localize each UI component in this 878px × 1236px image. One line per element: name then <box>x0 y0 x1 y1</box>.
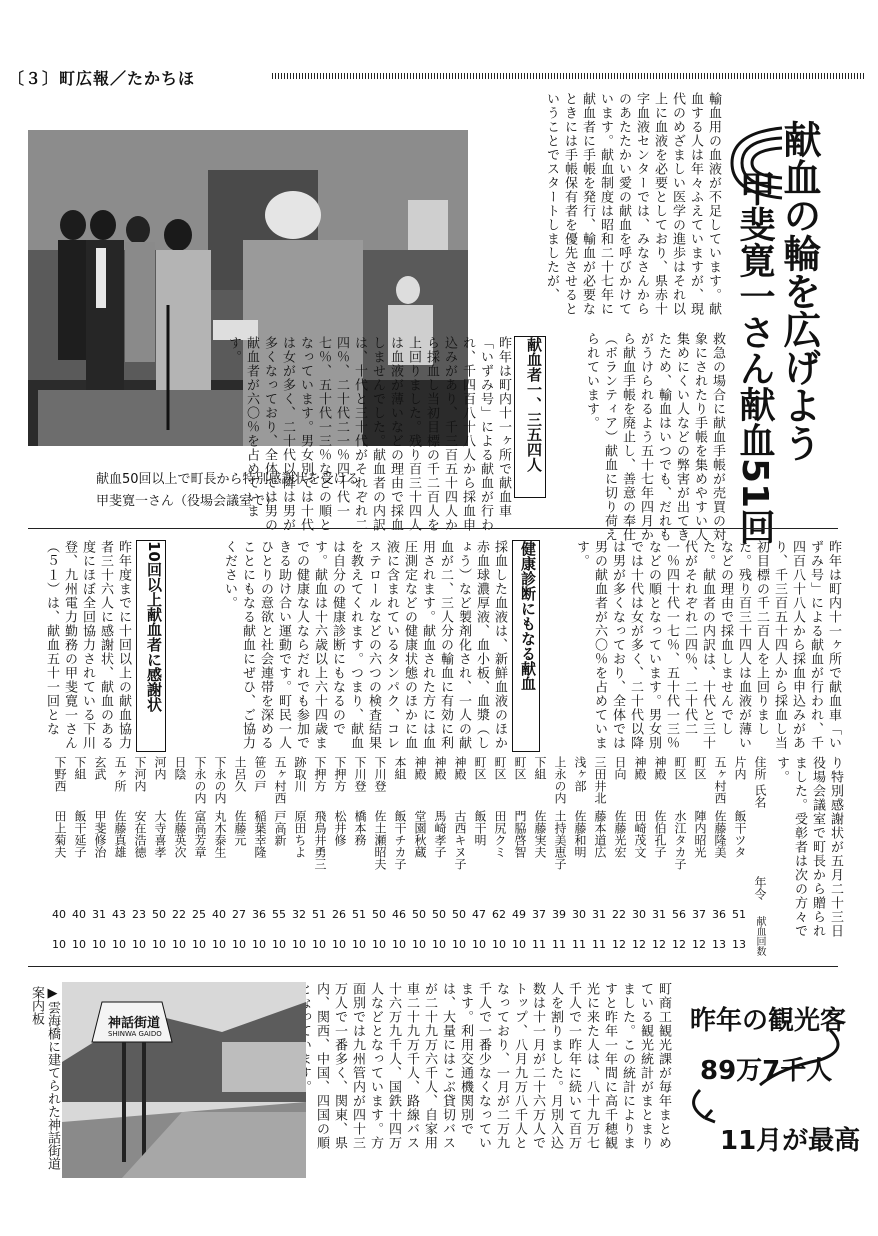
awardee-age: 51 <box>352 908 366 921</box>
awardee-count: 10 <box>372 938 386 951</box>
awardee-address: 三田井北 <box>593 756 607 804</box>
award-header-age: 年令 <box>753 876 767 900</box>
awardee-count: 10 <box>492 938 506 951</box>
awardee-name: 佐藤英次 <box>173 810 187 858</box>
awardee-address: 土呂久 <box>233 756 247 792</box>
awardee-age: 51 <box>732 908 746 921</box>
awardee-age: 25 <box>192 908 206 921</box>
awardee-name: 田尻クミ <box>493 810 507 858</box>
awardee-name: 古西キヌ子 <box>453 810 467 870</box>
page-header: 〔３〕町広報／たかちほ <box>8 69 196 88</box>
awardee-name: 飯干チカ子 <box>393 810 407 870</box>
award-header-name: 氏名 <box>753 784 767 808</box>
award-header-addr: 住所 <box>753 756 767 780</box>
photo-caption-2: 甲斐寛一さん（役場会議室で） <box>96 494 279 509</box>
awardee-address: 下野西 <box>53 756 67 792</box>
subheading-health: 健康診断にもなる献血 <box>512 540 540 752</box>
awardee-count: 11 <box>592 938 606 951</box>
awardee-count: 12 <box>692 938 706 951</box>
awardee-count: 10 <box>252 938 266 951</box>
sign-photo-caption: ▶雲海橋に建てられた神話街道案内板 <box>29 986 60 1170</box>
awardee-age: 26 <box>332 908 346 921</box>
subheading-certificate-body: 昨年度までに十回以上の献血協力者三十六人に感謝状、献血のある度にほぼ全回協力されている下川登、九州電力勤務の甲斐寛一さん（５１）は、献血五十一回とな <box>44 540 131 750</box>
awardee-count: 12 <box>632 938 646 951</box>
awardee-name: 土持美恵子 <box>553 810 567 870</box>
awardee-name: 佐藤元 <box>233 810 247 846</box>
awardee-count: 12 <box>612 938 626 951</box>
donor-stats-text: 昨年は町内十一ヶ所で献血車「いずみ号」による献血が行われ、千四百八十八人から採血申込みがあり、千三百五十四人から採血し当初目標の千二百人を上回りました。残り百三十四人は血液が薄いなどの理由で採血しませんでした。献血者の内訳は、十代と三十代がそれぞれ二四％、二十代二一％四十代一七％、五十代一三％などの順となっています。男女別では十代は女が多く、二十代以降は男が多くなっており、全体では男の献血者が六〇％を占めています。 <box>574 540 841 750</box>
awardee-age: 31 <box>652 908 666 921</box>
subheading-donors: 献血者一、三五四人 <box>514 336 546 498</box>
awardee-count: 10 <box>292 938 306 951</box>
awardee-address: 神殿 <box>453 756 467 780</box>
awardee-count: 10 <box>152 938 166 951</box>
awardee-count: 10 <box>192 938 206 951</box>
awardee-age: 50 <box>412 908 426 921</box>
awardee-name: 稲葉幸隆 <box>253 810 267 858</box>
awardee-age: 50 <box>432 908 446 921</box>
awardee-address: 神殿 <box>433 756 447 780</box>
awardee-address: 町区 <box>513 756 527 780</box>
awardee-name: 佐土瀬昭夫 <box>373 810 387 870</box>
awardee-address: 笹の戸 <box>253 756 267 792</box>
awardee-address: 日向 <box>613 756 627 780</box>
awardee-count: 11 <box>572 938 586 951</box>
awardee-address: 町区 <box>673 756 687 780</box>
awardee-age: 36 <box>712 908 726 921</box>
awardee-name: 藤本道広 <box>593 810 607 858</box>
awardee-age: 37 <box>692 908 706 921</box>
awardee-age: 56 <box>672 908 686 921</box>
awardee-count: 10 <box>212 938 226 951</box>
awardee-age: 50 <box>152 908 166 921</box>
awardee-name: 佐藤和明 <box>573 810 587 858</box>
awardee-name: 佐藤真雄 <box>113 810 127 858</box>
awardee-name: 橋本務 <box>353 810 367 846</box>
awardee-count: 10 <box>332 938 346 951</box>
awardee-name: 佐藤実夫 <box>533 810 547 858</box>
awardee-count: 10 <box>412 938 426 951</box>
awardee-address: 下組 <box>533 756 547 780</box>
awardee-address: 町区 <box>493 756 507 780</box>
awardee-count: 11 <box>552 938 566 951</box>
award-intro: り特別感謝状が五月二十三日役場会議室で町長から贈られました。受彰者は次の方々です。 <box>774 756 843 938</box>
awardee-name: 松井修 <box>333 810 347 846</box>
awardee-age: 23 <box>132 908 146 921</box>
awardee-age: 22 <box>612 908 626 921</box>
awardee-address: 五ヶ村西 <box>713 756 727 804</box>
awardee-address: 日陰 <box>173 756 187 780</box>
awardee-count: 11 <box>532 938 546 951</box>
awardee-address: 下永の内 <box>193 756 207 804</box>
awardee-age: 30 <box>632 908 646 921</box>
road-sign-illustration <box>62 982 306 1178</box>
awardee-age: 37 <box>532 908 546 921</box>
awardee-address: 本組 <box>393 756 407 780</box>
awardee-age: 43 <box>112 908 126 921</box>
photo-caption-1: 献血50回以上で町長から特別感謝状を受ける <box>96 472 360 487</box>
awardee-count: 10 <box>72 938 86 951</box>
awardee-name: 飯干明 <box>473 810 487 846</box>
awardee-name: 戸高新 <box>273 810 287 846</box>
awardee-address: 町区 <box>473 756 487 780</box>
awardee-table <box>28 756 772 956</box>
awardee-name: 甲斐修治 <box>93 810 107 858</box>
awardee-count: 10 <box>172 938 186 951</box>
awardee-name: 佐伯孔子 <box>653 810 667 858</box>
awardee-age: 50 <box>452 908 466 921</box>
tourism-title-2: 89万7千人 <box>700 1056 833 1086</box>
awardee-count: 10 <box>232 938 246 951</box>
awardee-name: 佐藤隆美 <box>713 810 727 858</box>
tourism-body: 町商工観光課が毎年まとめている観光統計がまとまりました。この統計によりますと昨年一年間に高千穂観光に来た人は、八十九万七千人で一昨年に続いて百万人を割りました。月別入込数は十一月が二十六万人でトップ、八月九万八千人となっており、一月が二万九千人で一番少なくなっています。利用交通機関別では、大量にはこぶ貸切バスが二十九万六千人、自家用車二十九万千人、路線バス十六万九千人、国鉄十四万人などとなっています。方面別では九州管内が四十三万人で一番多く、関東、県内、関西、中国、四国の順 <box>314 982 671 1150</box>
subheading-donors-body: 昨年は町内十一ヶ所で献血車「いずみ号」による献血が行われ、千四百八十八人から採血申込みがあり、千三百五十四人から採血し当初目標の千二百人を上回りました。残り百三十四人は血液が薄いなどの理由で採血しませんでした。献血者の内訳は、十代と三十代がそれぞれ二四％、二十代二一％四十代一七％、五十代一三％などの順となっています。男女別では十代は女が多く、二十代以降は男が多くなっており、全体では男の献血者が六〇％を占めています。 <box>226 336 511 532</box>
award-header-count: 献血回数 <box>754 916 765 956</box>
awardee-count: 10 <box>272 938 286 951</box>
article1-lead: 輸血用の血液が不足しています。献血する人は年々ふえていますが、現代のめざましい医学の進歩はそれ以上に血液を必要としており、県赤十字血液センターでは、みなさんからのあたたかい愛の献血を呼びかけています。献血制度は昭和二十七年に献血者に手帳を発行、輸血が必要なときには手帳保有者を優先させるということでスタートしましたが、 <box>544 92 721 316</box>
article1-subtitle: 甲斐寛一さん献血51回 <box>734 170 775 545</box>
awardee-address: 神殿 <box>633 756 647 780</box>
awardee-name: 安在浩徳 <box>133 810 147 858</box>
awardee-age: 40 <box>212 908 226 921</box>
subheading-health-body: 採血した血液は、新鮮血液のほか赤血球濃厚液、血小板、血漿（しょう）など製剤化され、一人の献血が二、三人分の輸血に有効に利用されます。献血された方には血圧測定などの健康状態のほかに血液に含まれているタンパク、コレステロールなどの六つの検査結果を教えてくれます。つまり、献血は自分の健康診断にもなるのです。献血は十六歳以上六十四歳までの健康な人ならだれでも参加できる助け合い運動です。町民一人ひとりの意欲と社会連帯を深めることにもなる献血にぜひ、ご協力ください。 <box>222 540 507 750</box>
awardee-name: 馬崎孝子 <box>433 810 447 858</box>
awardee-address: 上永の内 <box>553 756 567 804</box>
awardee-age: 40 <box>72 908 86 921</box>
awardee-count: 10 <box>432 938 446 951</box>
awardee-age: 31 <box>92 908 106 921</box>
awardee-name: 田崎茂文 <box>633 810 647 858</box>
sign-text: 神話街道 <box>108 1016 161 1031</box>
awardee-count: 10 <box>92 938 106 951</box>
awardee-count: 10 <box>352 938 366 951</box>
awardee-address: 下川登 <box>353 756 367 792</box>
sign-photo <box>62 982 306 1178</box>
awardee-address: 下川登 <box>373 756 387 792</box>
awardee-age: 46 <box>392 908 406 921</box>
awardee-address: 河内 <box>153 756 167 780</box>
awardee-count: 10 <box>112 938 126 951</box>
awardee-age: 31 <box>592 908 606 921</box>
awardee-age: 39 <box>552 908 566 921</box>
awardee-count: 13 <box>732 938 746 951</box>
awardee-age: 49 <box>512 908 526 921</box>
awardee-name: 丸木泰生 <box>213 810 227 858</box>
awardee-name: 原田ちよ <box>293 810 307 858</box>
awardee-name: 田上菊夫 <box>53 810 67 858</box>
awardee-name: 陣内昭光 <box>693 810 707 858</box>
tourism-title-3: 11月が最高 <box>720 1126 861 1156</box>
awardee-age: 62 <box>492 908 506 921</box>
header-rule <box>272 73 864 79</box>
awardee-name: 佐藤光宏 <box>613 810 627 858</box>
awardee-age: 27 <box>232 908 246 921</box>
awardee-address: 片内 <box>733 756 747 780</box>
awardee-name: 門脇啓智 <box>513 810 527 858</box>
awardee-count: 12 <box>672 938 686 951</box>
awardee-age: 40 <box>52 908 66 921</box>
awardee-age: 50 <box>372 908 386 921</box>
awardee-address: 神殿 <box>413 756 427 780</box>
tourism-title-1: 昨年の観光客 <box>690 1006 847 1036</box>
awardee-count: 10 <box>512 938 526 951</box>
awardee-age: 36 <box>252 908 266 921</box>
awardee-address: 五ヶ村西 <box>273 756 287 804</box>
divider-lower <box>28 966 838 967</box>
awardee-age: 32 <box>292 908 306 921</box>
awardee-address: 下組 <box>73 756 87 780</box>
awardee-address: 玄武 <box>93 756 107 780</box>
awardee-address: 跡取川 <box>293 756 307 792</box>
awardee-address: 五ヶ所 <box>113 756 127 792</box>
awardee-age: 55 <box>272 908 286 921</box>
awardee-count: 12 <box>652 938 666 951</box>
awardee-address: 下河内 <box>133 756 147 792</box>
awardee-age: 22 <box>172 908 186 921</box>
subheading-certificate: 10回以上献血者に感謝状 <box>136 540 166 752</box>
awardee-name: 飯干延子 <box>73 810 87 858</box>
awardee-address: 神殿 <box>653 756 667 780</box>
curl-arrow-icon <box>680 1010 860 1140</box>
awardee-address: 下押方 <box>333 756 347 792</box>
awardee-age: 51 <box>312 908 326 921</box>
awardee-count: 13 <box>712 938 726 951</box>
sign-text-en: SHINWA GAIDO <box>108 1030 162 1038</box>
awardee-count: 10 <box>472 938 486 951</box>
awardee-age: 47 <box>472 908 486 921</box>
awardee-count: 10 <box>52 938 66 951</box>
article1-lead-2: 救急の場合に献血手帳が売買の対象にされたり手帳を集めやすい人集めにくい人などの弊害が出てきたため、輸血はいつでも、だれもがうけられるよう五十七年四月から献血手帳を廃止し、善意の奉仕（ボランティア）献血に切り荷えられています。 <box>584 332 725 542</box>
awardee-name: 飛鳥井勇三 <box>313 810 327 870</box>
article1-title: 献血の輪を広げよう <box>777 120 821 462</box>
awardee-count: 10 <box>452 938 466 951</box>
awardee-address: 下押方 <box>313 756 327 792</box>
awardee-name: 飯干ツタ <box>733 810 747 858</box>
awardee-address: 町区 <box>693 756 707 780</box>
awardee-address: 下永の内 <box>213 756 227 804</box>
awardee-age: 30 <box>572 908 586 921</box>
awardee-name: 富高芳章 <box>193 810 207 858</box>
awardee-address: 浅ヶ部 <box>573 756 587 792</box>
awardee-name: 大寺喜孝 <box>153 810 167 858</box>
awardee-name: 堂園秋蔵 <box>413 810 427 858</box>
divider-mid <box>28 528 838 529</box>
awardee-name: 水江タカ子 <box>673 810 687 870</box>
awardee-count: 10 <box>132 938 146 951</box>
awardee-count: 10 <box>392 938 406 951</box>
awardee-count: 10 <box>312 938 326 951</box>
